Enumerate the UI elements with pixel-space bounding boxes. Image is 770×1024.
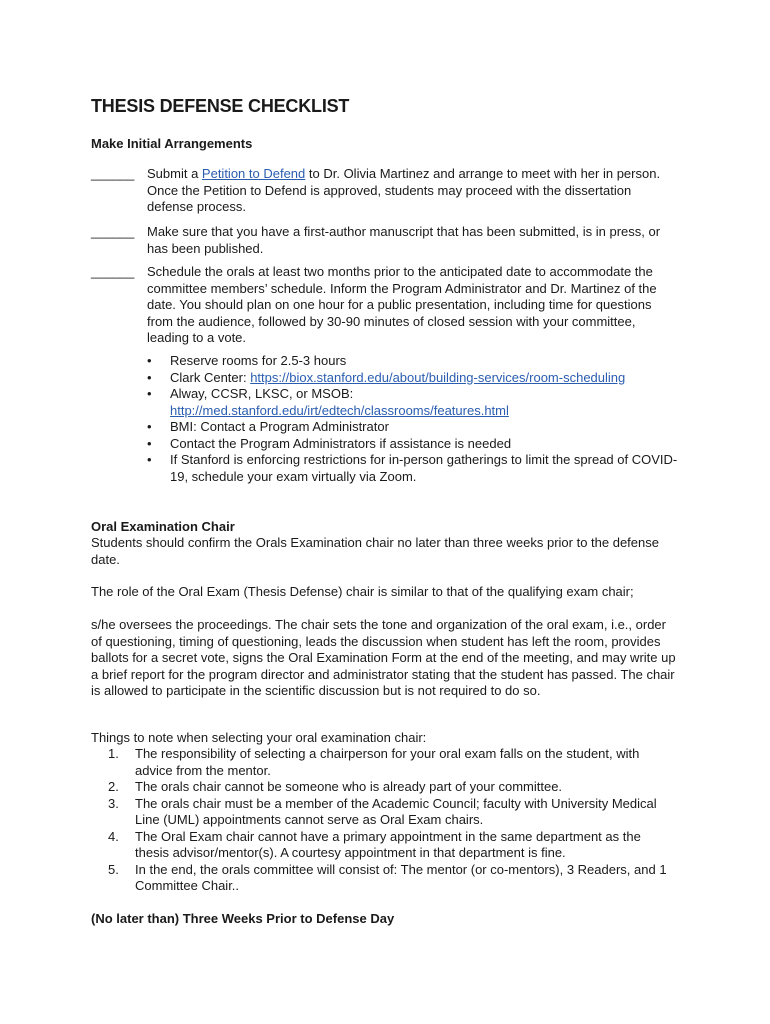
section-heading-oral-exam-chair: Oral Examination Chair	[91, 519, 235, 534]
checklist-blank: ______	[91, 224, 135, 239]
section-heading-three-weeks-prior: (No later than) Three Weeks Prior to Defense Day	[91, 911, 395, 926]
list-item: • If Stanford is enforcing restrictions for in-person gatherings to limit the spread of COVID-19, schedule your exam virtually via Zoom.	[147, 452, 692, 485]
list-number: 4.	[108, 828, 119, 844]
list-item	[108, 796, 678, 829]
list-text: In the end, the orals committee will consist of: The mentor (or co-mentors), 3 Readers, and 1 Committee Chair..	[135, 861, 667, 893]
list-item	[108, 746, 678, 779]
list-number: 3.	[108, 795, 119, 811]
list-item	[108, 779, 678, 796]
checklist-blank: ______	[91, 166, 135, 181]
paragraph-things-to-note: Things to note when selecting your oral examination chair:	[91, 730, 427, 745]
list-item	[108, 862, 678, 895]
item-text-pre: Submit a	[147, 166, 202, 181]
bullet-text: Alway, CCSR, LKSC, or MSOB:	[170, 386, 354, 401]
list-item: • BMI: Contact a Program Administrator	[147, 419, 692, 436]
paragraph-confirm-chair: Students should confirm the Orals Examination chair no later than three weeks prior to the defense date.	[91, 535, 659, 567]
document-title: THESIS DEFENSE CHECKLIST	[91, 96, 350, 116]
clark-center-link[interactable]: https://biox.stanford.edu/about/building-services/room-scheduling	[250, 369, 626, 385]
item-text-post: to Dr. Olivia Martinez and arrange to meet with her in person. Once the Petition to Defend is approved, students may proceed with the dissertation defense process.	[147, 166, 661, 214]
paragraph-chair-role-intro: The role of the Oral Exam (Thesis Defense) chair is similar to that of the qualifying exam chair;	[91, 584, 634, 599]
list-text: The Oral Exam chair cannot have a primary appointment in the same department as the thesis advisor/mentor(s). A courtesy appointment in that department is fine.	[135, 828, 641, 860]
bullet-text: Clark Center:	[170, 369, 251, 385]
paragraph-chair-role: s/he oversees the proceedings. The chair sets the tone and organization of the oral exam, i.e., order of questioning, timing of questioning, leads the discussion when student has left the room, provides ballots for a secret vote, signs the Oral Examination Form at the end of the meeting, and may write up a brief report for the program director and administrator stating that the student has passed. The chair is allowed to participate in the scientific discussion but is not required to do so.	[91, 617, 676, 698]
list-number: 2.	[108, 779, 119, 794]
list-number: 1.	[108, 746, 119, 761]
chair-selection-list	[108, 746, 678, 895]
list-number: 5.	[108, 861, 119, 877]
petition-to-defend-link[interactable]: Petition to Defend	[201, 166, 306, 181]
checklist-blank: ______	[91, 264, 135, 279]
list-text: The responsibility of selecting a chairperson for your oral exam falls on the student, with advice from the mentor.	[135, 746, 640, 778]
list-text: The orals chair must be a member of the Academic Council; faculty with University Medical Line (UML) appointments cannot serve as Oral Exam chairs.	[135, 795, 657, 827]
list-item: • Contact the Program Administrators if assistance is needed	[147, 436, 692, 453]
list-text: The orals chair cannot be someone who is already part of your committee.	[135, 779, 563, 794]
list-item	[108, 829, 678, 862]
list-item	[147, 370, 692, 387]
checklist-item-text: Schedule the orals at least two months prior to the anticipated date to accommodate the committee members’ schedule. Inform the Program Administrator and Dr. Martinez of the date. You should plan on one hour for a public presentation, including time for questions from the audience, followed by 30-90 minutes of closed session with your committee, leading to a vote.	[147, 264, 657, 345]
list-item: • Reserve rooms for 2.5-3 hours	[147, 353, 692, 370]
checklist-item-text: Make sure that you have a first-author manuscript that has been submitted, is in press, or has been published.	[147, 224, 661, 256]
list-item	[147, 386, 692, 419]
room-bullet-list	[147, 353, 692, 485]
checklist-item-text	[147, 166, 677, 216]
section-heading-initial-arrangements: Make Initial Arrangements	[91, 136, 253, 151]
med-classrooms-link[interactable]: http://med.stanford.edu/irt/edtech/classrooms/features.html	[170, 402, 509, 418]
